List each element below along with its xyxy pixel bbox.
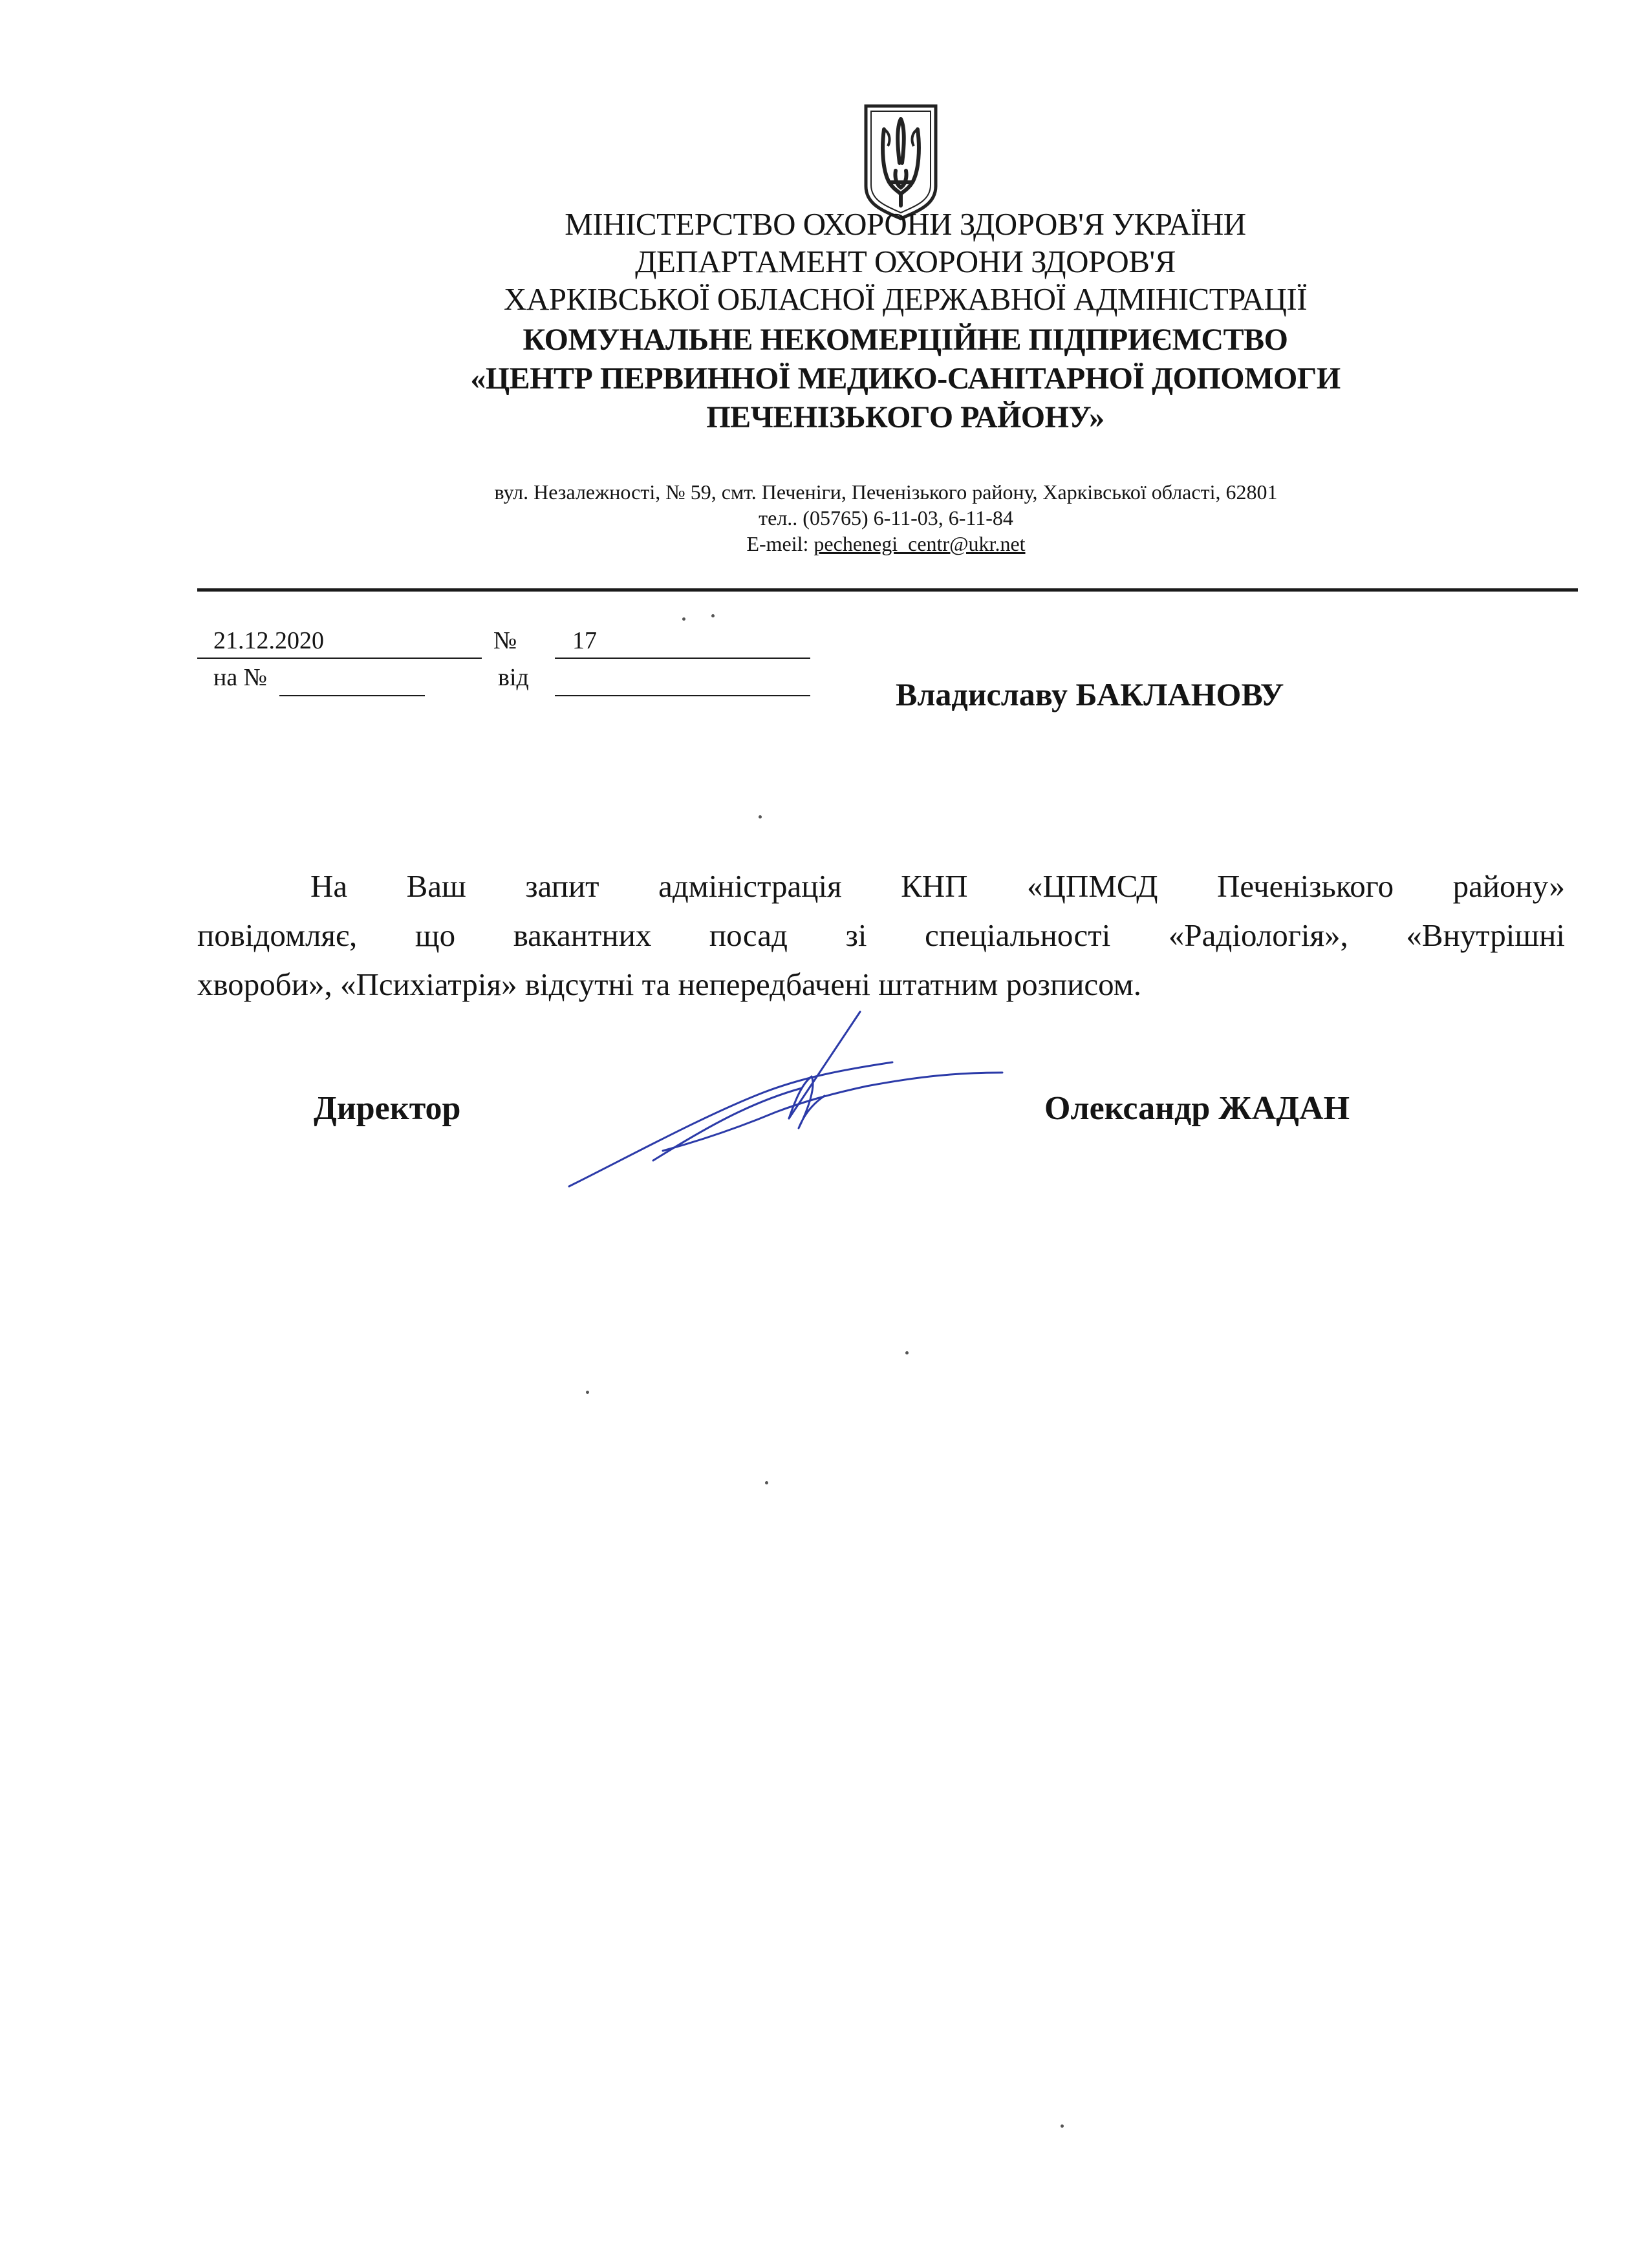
signatory-position: Директор — [314, 1090, 461, 1127]
organization-name-line2: «ЦЕНТР ПЕРВИННОЇ МЕДИКО-САНІТАРНОЇ ДОПОМОГИ — [470, 361, 1341, 396]
organization-address: вул. Незалежності, № 59, смт. Печеніги, Печенізького району, Харківської області, 62801 — [494, 480, 1278, 504]
letterhead-divider — [197, 588, 1578, 592]
organization-name-line3: ПЕЧЕНІЗЬКОГО РАЙОНУ» — [706, 400, 1105, 434]
reference-date-label: від — [498, 664, 529, 691]
body-line-3: хвороби», «Психіатрія» відсутні та непередбачені штатним розписом. — [197, 967, 1141, 1002]
department-name: ДЕПАРТАМЕНТ ОХОРОНИ ЗДОРОВ'Я — [635, 244, 1176, 279]
trident-coat-of-arms-icon — [862, 103, 940, 221]
scan-speck — [905, 1351, 909, 1354]
handwritten-signature — [556, 1005, 1009, 1199]
scan-speck — [765, 1481, 768, 1484]
organization-name-line1: КОМУНАЛЬНЕ НЕКОМЕРЦІЙНЕ ПІДПРИЄМСТВО — [523, 323, 1288, 357]
date-underline — [197, 658, 482, 659]
email-link[interactable]: pechenegi_centr@ukr.net — [814, 532, 1026, 555]
outgoing-number: 17 — [572, 627, 597, 654]
scan-speck — [682, 617, 685, 621]
reference-number-underline — [279, 695, 425, 696]
body-line-2: повідомляє, що вакантних посад зі спеціальності «Радіологія», «Внутрішні — [197, 917, 1565, 953]
signatory-name: Олександр ЖАДАН — [1044, 1090, 1350, 1127]
administration-name: ХАРКІВСЬКОЇ ОБЛАСНОЇ ДЕРЖАВНОЇ АДМІНІСТРАЦІЇ — [503, 281, 1308, 317]
outgoing-date: 21.12.2020 — [213, 627, 324, 654]
letter-body — [197, 862, 1565, 1009]
organization-email-line — [304, 531, 1468, 556]
outgoing-number-label: № — [493, 627, 517, 654]
organization-phone: тел.. (05765) 6-11-03, 6-11-84 — [759, 506, 1013, 530]
email-label: E-meil: — [746, 532, 809, 555]
scan-speck — [759, 815, 762, 818]
scan-speck — [1061, 2124, 1064, 2128]
body-line-1: На Ваш запит адміністрація КНП «ЦПМСД Печенізького району» — [310, 868, 1565, 904]
reference-number-label: на № — [213, 664, 267, 691]
ministry-name: МІНІСТЕРСТВО ОХОРОНИ ЗДОРОВ'Я УКРАЇНИ — [565, 206, 1246, 242]
scan-speck — [586, 1391, 589, 1394]
scan-speck — [711, 614, 715, 617]
number-underline — [555, 658, 810, 659]
recipient-name: Владиславу БАКЛАНОВУ — [896, 676, 1284, 712]
reference-date-underline — [555, 695, 810, 696]
